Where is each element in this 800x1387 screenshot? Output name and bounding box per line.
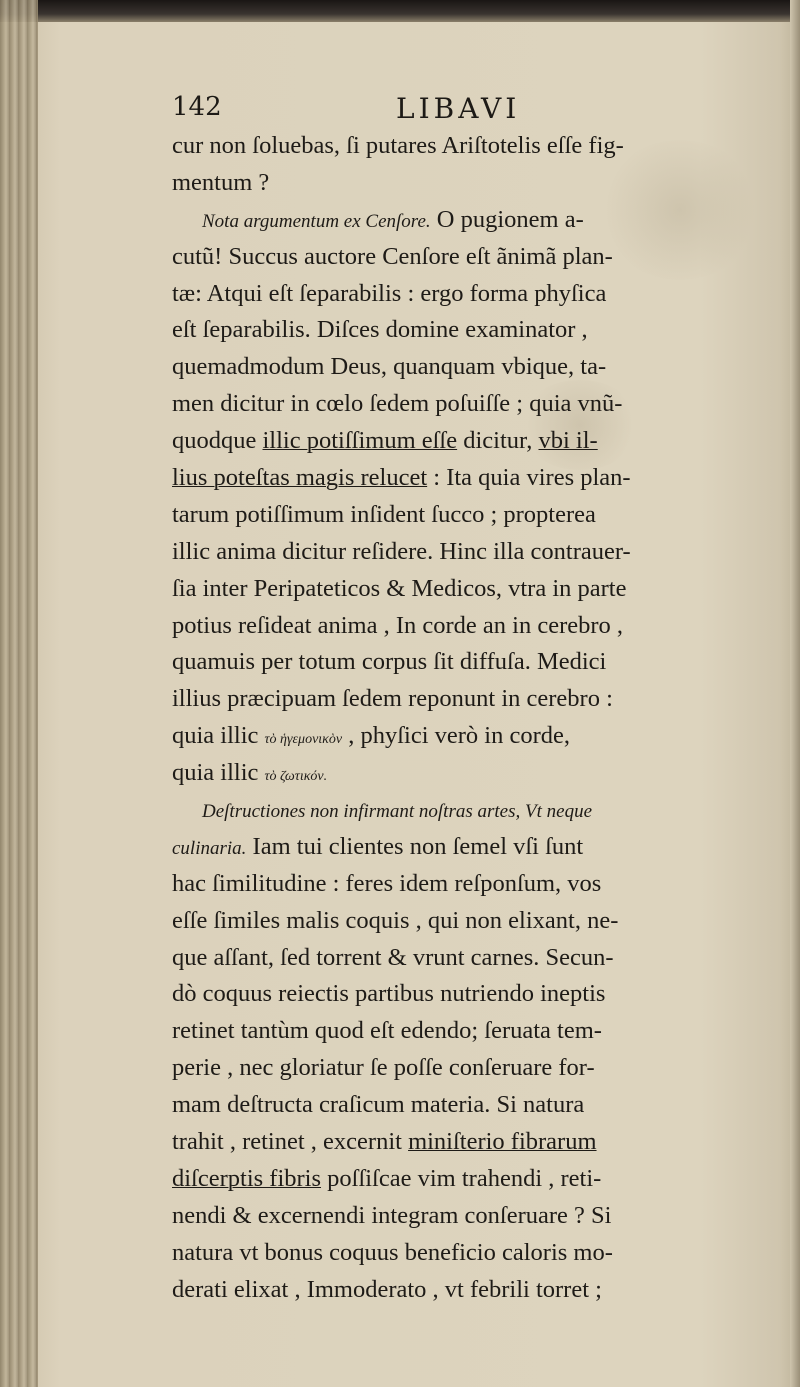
text-line (172, 276, 772, 313)
text-segment: retinet tantùm quod eſt edendo; ſeruata tem- (172, 1017, 602, 1045)
text-segment: dicitur, (457, 427, 539, 455)
text-line (172, 312, 772, 349)
text-segment: quamuis per totum corpus ſit diffuſa. Medici (172, 648, 607, 676)
text-segment: perie , nec gloriatur ſe poſſe conſeruare for- (172, 1054, 595, 1082)
text-line (172, 165, 772, 202)
text-segment: que aſſant, ſed torrent & vrunt carnes. Secun- (172, 943, 614, 971)
text-segment: illius præcipuam ſedem reponunt in cerebro : (172, 685, 613, 713)
text-segment: illic anima dicitur reſidere. Hinc illa contrauer- (172, 537, 631, 565)
text-segment: trahit , retinet , excernit (172, 1128, 409, 1156)
text-line (172, 718, 772, 755)
page-edge (790, 0, 800, 1387)
text-line (172, 866, 772, 903)
text-line (172, 1124, 772, 1161)
text-segment: cur non ſoluebas, ſi putares Ariſtotelis eſſe fig- (172, 132, 624, 159)
text-line (172, 1087, 772, 1124)
text-line (172, 423, 772, 460)
text-segment: quodque (172, 427, 263, 455)
running-head: LIBAVI (396, 92, 521, 125)
text-line (172, 386, 772, 423)
underlined-text: illic potiſſimum eſſe (262, 427, 458, 455)
text-line (172, 128, 772, 165)
marginal-italic-text: culinaria. (172, 837, 247, 859)
text-segment: ſia inter Peripateticos & Medicos, vtra in parte (172, 574, 627, 602)
text-line (172, 903, 772, 940)
text-segment: potius reſideat anima , In corde an in cerebro , (172, 611, 624, 639)
text-line (172, 976, 772, 1013)
text-segment: nendi & excernendi integram conſeruare ? Si (172, 1201, 612, 1229)
marginal-italic-text: Deſtructiones non infirmant noſtras artes, Vt neque (202, 801, 593, 823)
underlined-text: miniſterio fibrarum (408, 1128, 597, 1156)
text-line (172, 497, 772, 534)
text-segment: quia illic (172, 722, 265, 750)
page-header (172, 92, 772, 132)
text-line (172, 460, 772, 497)
underlined-text: lius poteſtas magis relucet (172, 464, 428, 492)
top-shadow (0, 0, 800, 22)
text-segment: : Ita quia vires plan- (427, 464, 631, 492)
text-line (172, 792, 772, 829)
text-segment: Iam tui clientes non ſemel vſi ſunt (246, 832, 584, 860)
underlined-text: diſcerptis fibris (172, 1164, 322, 1192)
text-segment: eſt ſeparabilis. Diſces domine examinator , (172, 316, 588, 344)
text-line (172, 534, 772, 571)
text-line (172, 644, 772, 681)
text-segment: men dicitur in cœlo ſedem poſuiſſe ; quia vnũ- (172, 390, 623, 418)
text-segment: cutũ! Succus auctore Cenſore eſt ãnimã plan- (172, 242, 613, 270)
text-segment: dò coquus reiectis partibus nutriendo ineptis (172, 980, 606, 1008)
text-line (172, 202, 772, 239)
text-line (172, 608, 772, 645)
text-segment: mentum ? (172, 168, 270, 196)
text-line (172, 1198, 772, 1235)
text-segment: natura vt bonus coquus beneficio caloris mo- (172, 1238, 613, 1266)
marginal-italic-text: Nota argumentum ex Cenſore. (202, 210, 431, 232)
text-segment: quemadmodum Deus, quanquam vbique, ta- (172, 353, 607, 381)
text-segment: , phyſici verò in corde, (342, 722, 571, 750)
text-line (172, 1272, 772, 1309)
text-line (172, 829, 772, 866)
text-segment: O pugionem a- (430, 205, 584, 233)
greek-text: τὸ ἡγεμονικὸν (264, 732, 343, 748)
page-number: 142 (172, 92, 222, 122)
text-line (172, 1161, 772, 1198)
text-line (172, 755, 772, 792)
text-line (172, 940, 772, 977)
greek-text: τὸ ζωτικόν. (264, 769, 328, 785)
text-line (172, 1235, 772, 1272)
text-line (172, 681, 772, 718)
text-line (172, 1050, 772, 1087)
text-line (172, 1013, 772, 1050)
text-line (172, 571, 772, 608)
text-segment: eſſe ſimiles malis coquis , qui non elixant, ne- (172, 906, 619, 934)
text-segment: poſſiſcae vim trahendi , reti- (321, 1164, 602, 1192)
book-binding (0, 0, 38, 1387)
body-text (172, 128, 772, 1309)
text-segment: tæ: Atqui eſt ſeparabilis : ergo forma phyſica (172, 279, 607, 307)
text-line (172, 239, 772, 276)
text-segment: hac ſimilitudine : feres idem reſponſum, vos (172, 869, 602, 897)
text-segment: derati elixat , Immoderato , vt febrili torret ; (172, 1275, 602, 1303)
text-line (172, 349, 772, 386)
text-segment: tarum potiſſimum inſident ſucco ; propterea (172, 500, 596, 528)
text-segment: quia illic (172, 759, 265, 787)
text-segment: mam deſtructa craſicum materia. Si natura (172, 1091, 585, 1119)
underlined-text: vbi il- (538, 427, 598, 455)
